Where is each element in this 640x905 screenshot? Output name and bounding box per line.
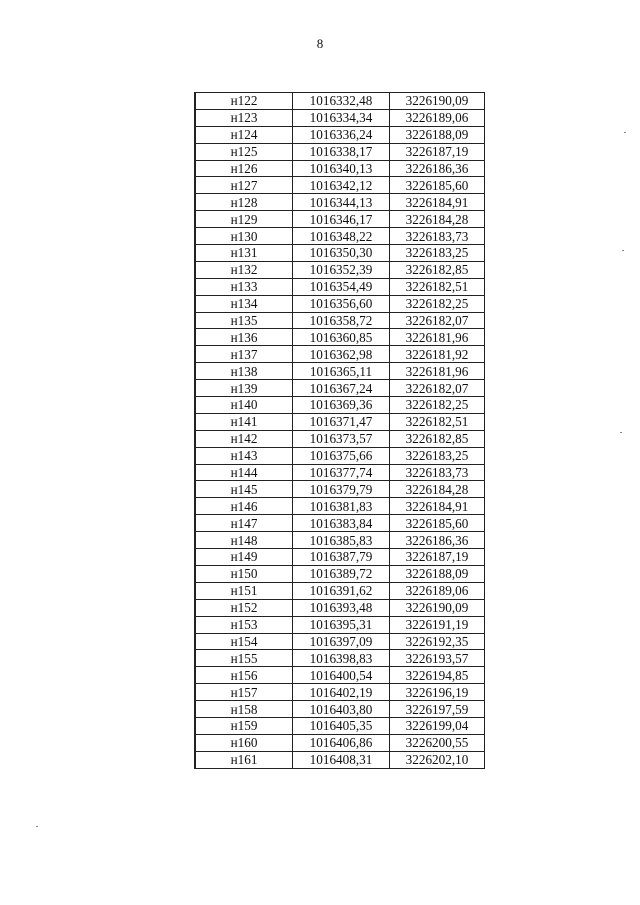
table-row	[195, 363, 485, 380]
table-row	[195, 160, 485, 177]
x-coordinate-cell: 1016367,24	[293, 380, 390, 397]
x-coordinate-cell: 1016340,13	[293, 160, 390, 177]
y-coordinate-cell: 3226188,09	[390, 126, 485, 143]
x-coordinate-cell: 1016385,83	[293, 532, 390, 549]
x-coordinate-cell: 1016348,22	[293, 228, 390, 245]
point-id-cell: н146	[195, 498, 293, 515]
point-id-cell: н130	[195, 228, 293, 245]
point-id-cell: н151	[195, 582, 293, 599]
table-row	[195, 633, 485, 650]
point-id-cell: н127	[195, 177, 293, 194]
y-coordinate-cell: 3226182,07	[390, 380, 485, 397]
y-coordinate-cell: 3226199,04	[390, 717, 485, 734]
point-id-cell: н143	[195, 447, 293, 464]
table-row	[195, 751, 485, 768]
point-id-cell: н137	[195, 346, 293, 363]
x-coordinate-cell: 1016338,17	[293, 143, 390, 160]
table-row	[195, 143, 485, 160]
point-id-cell: н153	[195, 616, 293, 633]
table-row	[195, 532, 485, 549]
point-id-cell: н141	[195, 413, 293, 430]
y-coordinate-cell: 3226181,96	[390, 363, 485, 380]
point-id-cell: н154	[195, 633, 293, 650]
scan-speck	[620, 432, 622, 433]
coordinates-table-body	[195, 93, 485, 769]
y-coordinate-cell: 3226183,25	[390, 447, 485, 464]
x-coordinate-cell: 1016397,09	[293, 633, 390, 650]
y-coordinate-cell: 3226187,19	[390, 143, 485, 160]
x-coordinate-cell: 1016334,34	[293, 109, 390, 126]
y-coordinate-cell: 3226182,07	[390, 312, 485, 329]
point-id-cell: н128	[195, 194, 293, 211]
table-row	[195, 397, 485, 414]
table-row	[195, 481, 485, 498]
table-row	[195, 464, 485, 481]
x-coordinate-cell: 1016381,83	[293, 498, 390, 515]
table-row	[195, 684, 485, 701]
table-row	[195, 278, 485, 295]
y-coordinate-cell: 3226183,73	[390, 228, 485, 245]
y-coordinate-cell: 3226184,28	[390, 481, 485, 498]
x-coordinate-cell: 1016395,31	[293, 616, 390, 633]
x-coordinate-cell: 1016405,35	[293, 717, 390, 734]
y-coordinate-cell: 3226184,91	[390, 194, 485, 211]
x-coordinate-cell: 1016369,36	[293, 397, 390, 414]
table-row	[195, 380, 485, 397]
y-coordinate-cell: 3226200,55	[390, 734, 485, 751]
x-coordinate-cell: 1016342,12	[293, 177, 390, 194]
point-id-cell: н149	[195, 549, 293, 566]
point-id-cell: н139	[195, 380, 293, 397]
table-row	[195, 599, 485, 616]
point-id-cell: н150	[195, 565, 293, 582]
y-coordinate-cell: 3226194,85	[390, 667, 485, 684]
x-coordinate-cell: 1016383,84	[293, 515, 390, 532]
y-coordinate-cell: 3226186,36	[390, 532, 485, 549]
y-coordinate-cell: 3226196,19	[390, 684, 485, 701]
table-row	[195, 261, 485, 278]
y-coordinate-cell: 3226186,36	[390, 160, 485, 177]
y-coordinate-cell: 3226182,85	[390, 430, 485, 447]
y-coordinate-cell: 3226192,35	[390, 633, 485, 650]
x-coordinate-cell: 1016400,54	[293, 667, 390, 684]
point-id-cell: н138	[195, 363, 293, 380]
table-row	[195, 346, 485, 363]
y-coordinate-cell: 3226190,09	[390, 93, 485, 110]
x-coordinate-cell: 1016373,57	[293, 430, 390, 447]
x-coordinate-cell: 1016362,98	[293, 346, 390, 363]
y-coordinate-cell: 3226181,92	[390, 346, 485, 363]
x-coordinate-cell: 1016332,48	[293, 93, 390, 110]
y-coordinate-cell: 3226183,73	[390, 464, 485, 481]
table-row	[195, 717, 485, 734]
y-coordinate-cell: 3226188,09	[390, 565, 485, 582]
scan-speck	[36, 826, 38, 827]
point-id-cell: н134	[195, 295, 293, 312]
x-coordinate-cell: 1016402,19	[293, 684, 390, 701]
table-row	[195, 109, 485, 126]
scan-speck	[624, 132, 626, 133]
y-coordinate-cell: 3226193,57	[390, 650, 485, 667]
point-id-cell: н140	[195, 397, 293, 414]
x-coordinate-cell: 1016403,80	[293, 701, 390, 718]
point-id-cell: н158	[195, 701, 293, 718]
point-id-cell: н147	[195, 515, 293, 532]
table-row	[195, 701, 485, 718]
point-id-cell: н156	[195, 667, 293, 684]
point-id-cell: н161	[195, 751, 293, 768]
table-row	[195, 211, 485, 228]
x-coordinate-cell: 1016406,86	[293, 734, 390, 751]
x-coordinate-cell: 1016389,72	[293, 565, 390, 582]
point-id-cell: н122	[195, 93, 293, 110]
point-id-cell: н136	[195, 329, 293, 346]
y-coordinate-cell: 3226184,28	[390, 211, 485, 228]
y-coordinate-cell: 3226185,60	[390, 515, 485, 532]
x-coordinate-cell: 1016346,17	[293, 211, 390, 228]
x-coordinate-cell: 1016371,47	[293, 413, 390, 430]
x-coordinate-cell: 1016352,39	[293, 261, 390, 278]
coordinates-table	[194, 92, 485, 769]
x-coordinate-cell: 1016379,79	[293, 481, 390, 498]
y-coordinate-cell: 3226187,19	[390, 549, 485, 566]
x-coordinate-cell: 1016393,48	[293, 599, 390, 616]
point-id-cell: н145	[195, 481, 293, 498]
table-row	[195, 329, 485, 346]
x-coordinate-cell: 1016408,31	[293, 751, 390, 768]
point-id-cell: н142	[195, 430, 293, 447]
y-coordinate-cell: 3226190,09	[390, 599, 485, 616]
x-coordinate-cell: 1016398,83	[293, 650, 390, 667]
table-row	[195, 93, 485, 110]
x-coordinate-cell: 1016354,49	[293, 278, 390, 295]
point-id-cell: н123	[195, 109, 293, 126]
point-id-cell: н124	[195, 126, 293, 143]
x-coordinate-cell: 1016377,74	[293, 464, 390, 481]
y-coordinate-cell: 3226189,06	[390, 109, 485, 126]
page-number: 8	[316, 36, 324, 51]
x-coordinate-cell: 1016358,72	[293, 312, 390, 329]
y-coordinate-cell: 3226184,91	[390, 498, 485, 515]
y-coordinate-cell: 3226182,25	[390, 397, 485, 414]
table-row	[195, 295, 485, 312]
point-id-cell: н125	[195, 143, 293, 160]
table-row	[195, 430, 485, 447]
table-row	[195, 515, 485, 532]
table-row	[195, 447, 485, 464]
point-id-cell: н159	[195, 717, 293, 734]
y-coordinate-cell: 3226202,10	[390, 751, 485, 768]
table-row	[195, 650, 485, 667]
table-row	[195, 177, 485, 194]
x-coordinate-cell: 1016360,85	[293, 329, 390, 346]
table-row	[195, 565, 485, 582]
point-id-cell: н135	[195, 312, 293, 329]
y-coordinate-cell: 3226182,85	[390, 261, 485, 278]
point-id-cell: н126	[195, 160, 293, 177]
table-row	[195, 126, 485, 143]
x-coordinate-cell: 1016365,11	[293, 363, 390, 380]
x-coordinate-cell: 1016375,66	[293, 447, 390, 464]
y-coordinate-cell: 3226182,25	[390, 295, 485, 312]
point-id-cell: н148	[195, 532, 293, 549]
table-row	[195, 228, 485, 245]
table-row	[195, 549, 485, 566]
y-coordinate-cell: 3226183,25	[390, 245, 485, 262]
y-coordinate-cell: 3226181,96	[390, 329, 485, 346]
point-id-cell: н157	[195, 684, 293, 701]
table-row	[195, 616, 485, 633]
x-coordinate-cell: 1016356,60	[293, 295, 390, 312]
x-coordinate-cell: 1016344,13	[293, 194, 390, 211]
x-coordinate-cell: 1016336,24	[293, 126, 390, 143]
table-row	[195, 312, 485, 329]
point-id-cell: н152	[195, 599, 293, 616]
y-coordinate-cell: 3226189,06	[390, 582, 485, 599]
point-id-cell: н131	[195, 245, 293, 262]
y-coordinate-cell: 3226197,59	[390, 701, 485, 718]
point-id-cell: н160	[195, 734, 293, 751]
point-id-cell: н133	[195, 278, 293, 295]
table-row	[195, 194, 485, 211]
table-row	[195, 245, 485, 262]
y-coordinate-cell: 3226185,60	[390, 177, 485, 194]
y-coordinate-cell: 3226182,51	[390, 278, 485, 295]
table-row	[195, 582, 485, 599]
table-row	[195, 413, 485, 430]
x-coordinate-cell: 1016387,79	[293, 549, 390, 566]
point-id-cell: н132	[195, 261, 293, 278]
y-coordinate-cell: 3226182,51	[390, 413, 485, 430]
table-row	[195, 667, 485, 684]
x-coordinate-cell: 1016391,62	[293, 582, 390, 599]
table-row	[195, 734, 485, 751]
point-id-cell: н144	[195, 464, 293, 481]
table-row	[195, 498, 485, 515]
point-id-cell: н155	[195, 650, 293, 667]
scan-speck	[622, 250, 624, 251]
x-coordinate-cell: 1016350,30	[293, 245, 390, 262]
y-coordinate-cell: 3226191,19	[390, 616, 485, 633]
point-id-cell: н129	[195, 211, 293, 228]
